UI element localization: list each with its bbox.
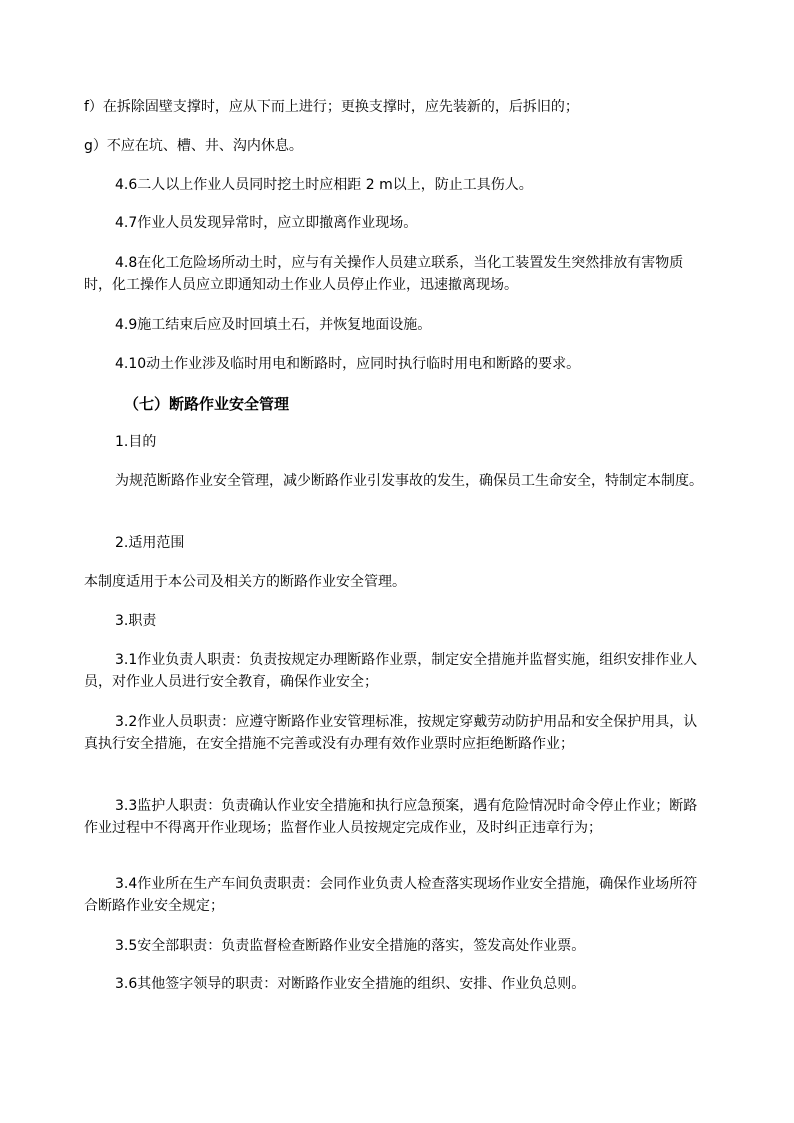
paragraph-scope: 本制度适用于本公司及相关方的断路作业安全管理。 (84, 574, 406, 590)
subheading-purpose: 1.目的 (115, 434, 157, 450)
paragraph-3-5: 3.5安全部职责：负责监督检查断路作业安全措施的落实，签发高处作业票。 (115, 938, 586, 954)
paragraph-purpose: 为规范断路作业安全管理，减少断路作业引发事故的发生，确保员工生命安全，特制定本制度。 (115, 473, 703, 489)
paragraph-item-f: f）在拆除固壁支撑时，应从下而上进行；更换支撑时，应先装新的，后拆旧的； (84, 99, 579, 115)
paragraph-3-3: 3.3监护人职责：负责确认作业安全措施和执行应急预案，遇有危险情况时命令停止作业；断路作业过程中不得离开作业现场；监督作业人员按规定完成作业，及时纠正违章行为； (84, 798, 698, 836)
section-heading: （七）断路作业安全管理 (124, 395, 290, 413)
subheading-duties: 3.职责 (115, 613, 157, 629)
paragraph-4-9: 4.9施工结束后应及时回填土石，并恢复地面设施。 (115, 317, 432, 333)
paragraph-item-g: g）不应在坑、槽、井、沟内休息。 (84, 138, 303, 154)
paragraph-4-8: 4.8在化工危险场所动土时，应与有关操作人员建立联系，当化工装置发生突然排放有害物质时，化工操作人员应立即通知动土作业人员停止作业，迅速撤离现场。 (84, 255, 684, 293)
paragraph-4-7: 4.7作业人员发现异常时，应立即撤离作业现场。 (115, 215, 418, 231)
subheading-scope: 2.适用范围 (115, 535, 185, 551)
paragraph-3-4: 3.4作业所在生产车间负责职责：会同作业负责人检查落实现场作业安全措施，确保作业场所符合断路作业安全规定； (84, 876, 698, 914)
paragraph-4-10: 4.10动土作业涉及临时用电和断路时，应同时执行临时用电和断路的要求。 (115, 356, 581, 372)
paragraph-4-6: 4.6二人以上作业人员同时挖土时应相距 2 m以上，防止工具伤人。 (115, 177, 533, 193)
paragraph-3-1: 3.1作业负责人职责：负责按规定办理断路作业票，制定安全措施并监督实施，组织安排作业人员，对作业人员进行安全教育，确保作业安全； (84, 652, 698, 690)
paragraph-3-2: 3.2作业人员职责：应遵守断路作业安管理标准，按规定穿戴劳动防护用品和安全保护用具，认真执行安全措施，在安全措施不完善或没有办理有效作业票时应拒绝断路作业； (84, 714, 698, 752)
paragraph-3-6: 3.6其他签字领导的职责：对断路作业安全措施的组织、安排、作业负总则。 (115, 976, 586, 992)
